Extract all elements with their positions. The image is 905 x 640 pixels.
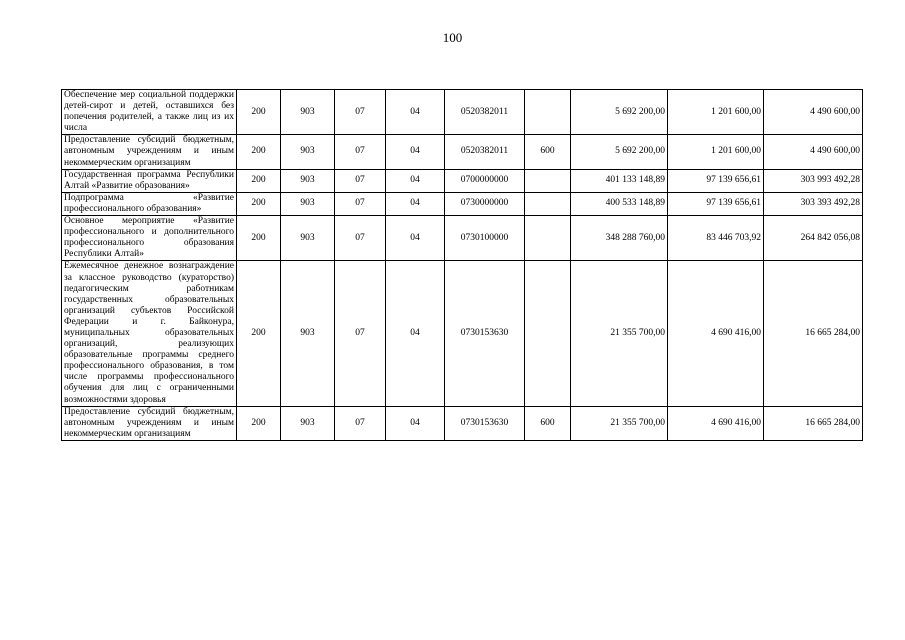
row-amount-a-cell: 1 201 600,00: [668, 135, 764, 169]
row-col1-cell: 200: [237, 261, 281, 406]
row-amount-a-cell: 83 446 703,92: [668, 216, 764, 261]
row-target-cell: 0520382011: [445, 135, 525, 169]
row-target-cell: 0730153630: [445, 261, 525, 406]
row-col3-cell: 07: [335, 406, 386, 440]
row-col3-cell: 07: [335, 135, 386, 169]
row-col3-cell: 07: [335, 216, 386, 261]
row-name-cell: Подпрограмма «Развитие профессионального образования»: [62, 192, 237, 215]
row-name-cell: Обеспечение мер социальной поддержки детей-сирот и детей, оставшихся без попечения родителей, а также лиц из их числа: [62, 90, 237, 135]
row-type-cell: 600: [525, 135, 571, 169]
row-col2-cell: 903: [281, 169, 335, 192]
row-name-cell: Предоставление субсидий бюджетным, автономным учреждениям и иным некоммерческим организациям: [62, 406, 237, 440]
row-target-cell: 0730153630: [445, 406, 525, 440]
row-col3-cell: 07: [335, 90, 386, 135]
row-type-cell: [525, 192, 571, 215]
row-amount-a-cell: 97 139 656,61: [668, 192, 764, 215]
row-type-cell: 600: [525, 406, 571, 440]
row-name-cell: Государственная программа Республики Алтай «Развитие образования»: [62, 169, 237, 192]
row-col2-cell: 903: [281, 216, 335, 261]
table-row: [62, 261, 863, 406]
row-col3-cell: 07: [335, 261, 386, 406]
row-col1-cell: 200: [237, 135, 281, 169]
row-amount-total-cell: 21 355 700,00: [571, 406, 668, 440]
page-number: 100: [442, 30, 463, 45]
row-amount-b-cell: 303 393 492,28: [764, 192, 863, 215]
row-target-cell: 0730000000: [445, 192, 525, 215]
row-col1-cell: 200: [237, 192, 281, 215]
row-col3-cell: 07: [335, 169, 386, 192]
row-col2-cell: 903: [281, 261, 335, 406]
row-target-cell: 0730100000: [445, 216, 525, 261]
row-amount-total-cell: 401 133 148,89: [571, 169, 668, 192]
table-row: [62, 90, 863, 135]
row-target-cell: 0700000000: [445, 169, 525, 192]
row-col2-cell: 903: [281, 135, 335, 169]
row-col4-cell: 04: [386, 216, 445, 261]
table-row: [62, 135, 863, 169]
row-name-cell: Ежемесячное денежное вознаграждение за классное руководство (кураторство) педагогическим работникам государственных образовательных организаций субъектов Российской Федерации и г. Байконура, муниципальных образовательных организаций, реализующих образовательные программы среднего профессионального образования, в том числе программы профессионального обучения для лиц с ограниченными возможностями здоровья: [62, 261, 237, 406]
row-name-cell: Предоставление субсидий бюджетным, автономным учреждениям и иным некоммерческим организациям: [62, 135, 237, 169]
row-type-cell: [525, 216, 571, 261]
table-row: [62, 192, 863, 215]
row-amount-a-cell: 97 139 656,61: [668, 169, 764, 192]
row-col2-cell: 903: [281, 90, 335, 135]
row-amount-b-cell: 16 665 284,00: [764, 406, 863, 440]
row-col4-cell: 04: [386, 90, 445, 135]
row-type-cell: [525, 261, 571, 406]
row-col1-cell: 200: [237, 90, 281, 135]
row-col4-cell: 04: [386, 406, 445, 440]
row-amount-a-cell: 4 690 416,00: [668, 406, 764, 440]
table-row: [62, 216, 863, 261]
row-type-cell: [525, 169, 571, 192]
row-amount-total-cell: 5 692 200,00: [571, 90, 668, 135]
row-col1-cell: 200: [237, 406, 281, 440]
row-col2-cell: 903: [281, 406, 335, 440]
row-name-cell: Основное мероприятие «Развитие профессионального и дополнительного профессионального образования Республики Алтай»: [62, 216, 237, 261]
row-col1-cell: 200: [237, 216, 281, 261]
row-col4-cell: 04: [386, 169, 445, 192]
row-col1-cell: 200: [237, 169, 281, 192]
table-row: [62, 406, 863, 440]
row-target-cell: 0520382011: [445, 90, 525, 135]
row-col4-cell: 04: [386, 192, 445, 215]
row-col4-cell: 04: [386, 135, 445, 169]
row-amount-a-cell: 4 690 416,00: [668, 261, 764, 406]
row-amount-b-cell: 16 665 284,00: [764, 261, 863, 406]
row-type-cell: [525, 90, 571, 135]
row-amount-b-cell: 303 993 492,28: [764, 169, 863, 192]
row-col4-cell: 04: [386, 261, 445, 406]
budget-table: [61, 89, 863, 441]
row-amount-total-cell: 21 355 700,00: [571, 261, 668, 406]
row-amount-total-cell: 5 692 200,00: [571, 135, 668, 169]
table-row: [62, 169, 863, 192]
row-amount-total-cell: 400 533 148,89: [571, 192, 668, 215]
row-amount-b-cell: 4 490 600,00: [764, 90, 863, 135]
row-amount-b-cell: 4 490 600,00: [764, 135, 863, 169]
row-amount-b-cell: 264 842 056,08: [764, 216, 863, 261]
row-col3-cell: 07: [335, 192, 386, 215]
row-amount-a-cell: 1 201 600,00: [668, 90, 764, 135]
row-col2-cell: 903: [281, 192, 335, 215]
row-amount-total-cell: 348 288 760,00: [571, 216, 668, 261]
